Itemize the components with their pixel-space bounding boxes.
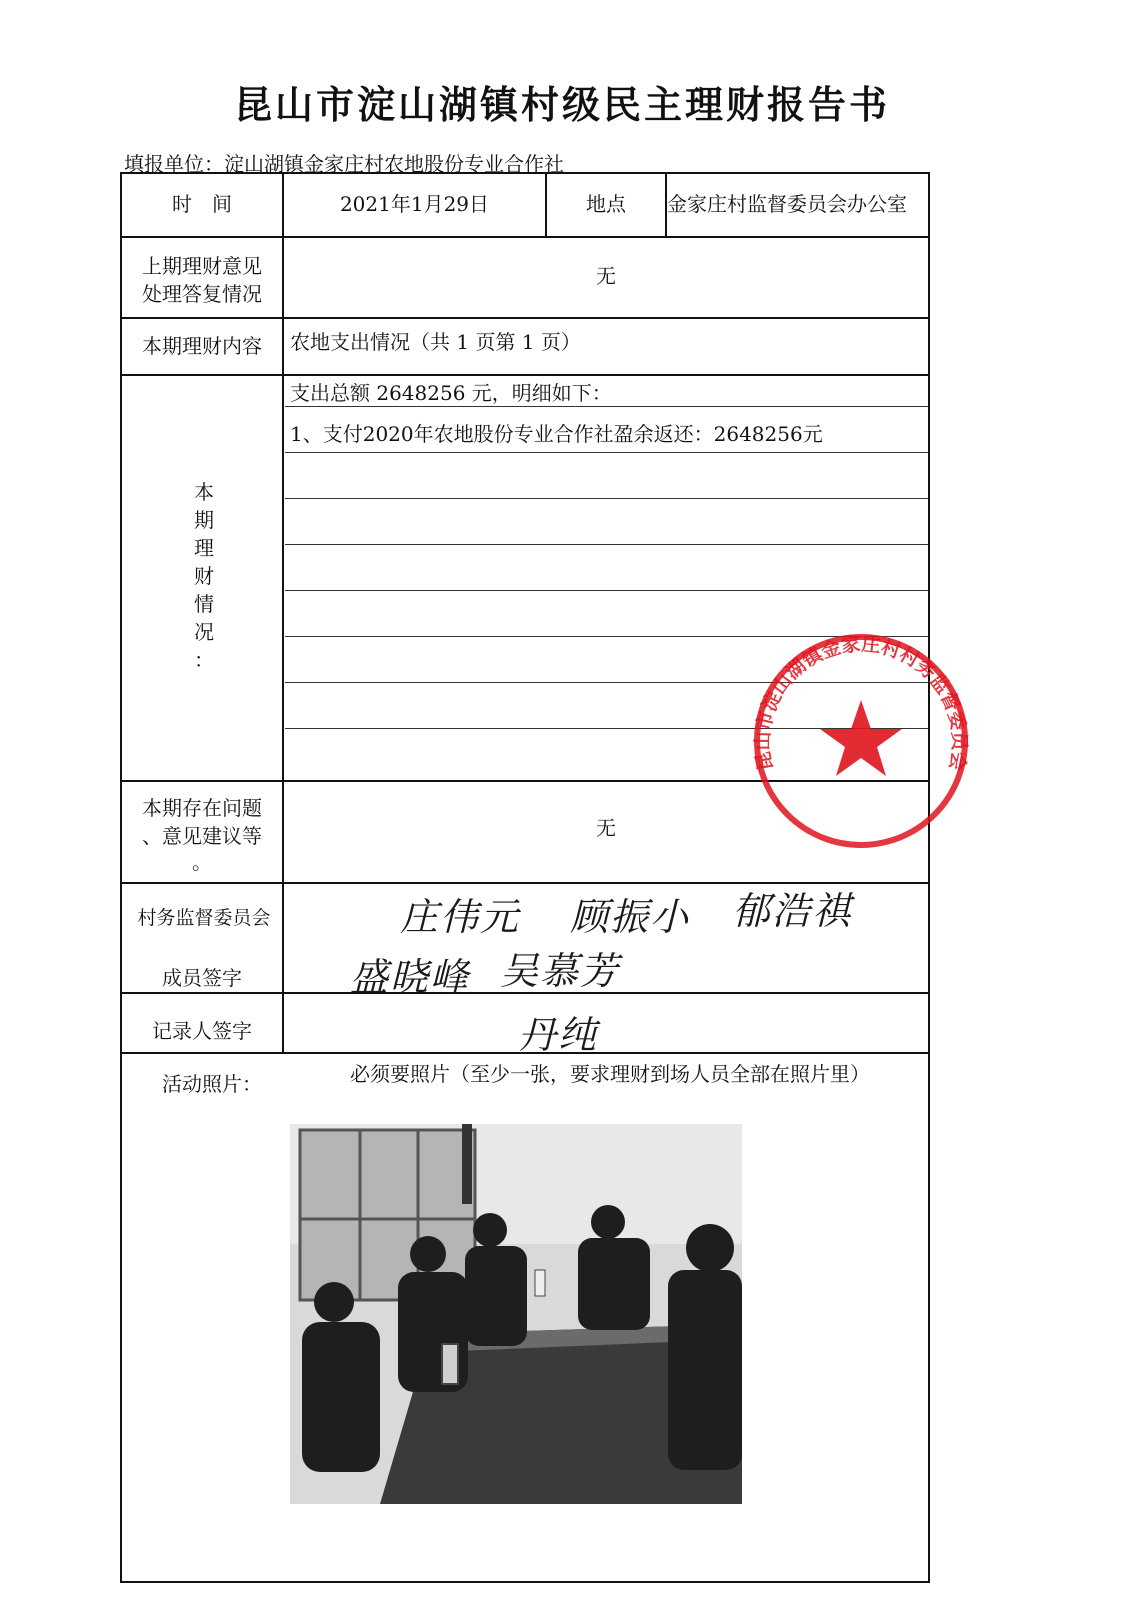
issues-label-line1: 本期存在问题 [142,796,262,820]
content-value: 农地支出情况（共 1 页第 1 页） [290,330,581,354]
details-line-1: 支出总额 2648256 元，明细如下： [290,381,612,405]
filling-unit: 填报单位：淀山湖镇金家庄村农地股份专业合作社 [124,152,564,176]
details-label-char: 期 [194,508,214,532]
meeting-photo-illustration [290,1124,742,1504]
prev-label-line2: 处理答复情况 [142,282,262,306]
committee-signature: 郁浩祺 [732,889,853,933]
issues-label-line3: 。 [192,850,212,874]
row-divider [122,317,928,319]
details-label-char: 理 [194,536,214,560]
photo-label: 活动照片： [162,1072,262,1096]
content-label: 本期理财内容 [142,334,262,358]
prev-value: 无 [596,264,616,288]
detail-line [285,498,928,499]
issues-value: 无 [596,816,616,840]
official-seal [748,628,974,854]
row-divider [122,374,928,376]
photo-note: 必须要照片（至少一张，要求理财到场人员全部在照片里） [350,1062,870,1086]
document-title: 昆山市淀山湖镇村级民主理财报告书 [233,82,890,127]
prev-label-line1: 上期理财意见 [142,254,262,278]
committee-label-line1: 村务监督委员会 [137,907,271,929]
details-label-char: 情 [194,592,214,616]
committee-signature: 盛晓峰 [350,955,471,999]
seal-star-icon [820,700,902,776]
activity-photo [290,1124,742,1504]
details-line-2: 1、支付2020年农地股份专业合作社盈余返还：2648256元 [290,422,823,446]
details-label-char: 况 [194,620,214,644]
committee-signature: 庄伟元 [400,895,521,939]
committee-signature: 顾振小 [570,895,691,939]
row-divider [122,236,928,238]
time-label: 时 间 [172,192,232,216]
place-label: 地点 [586,192,626,216]
detail-line [285,544,928,545]
committee-label-line2: 成员签字 [162,966,242,990]
place-value: 金家庄村监督委员会办公室 [667,192,907,216]
recorder-label: 记录人签字 [152,1019,252,1043]
committee-signature: 吴慕芳 [500,949,621,993]
details-vertical-label [184,478,224,674]
date-value: 2021年1月29日 [339,192,490,216]
detail-line [285,452,928,453]
seal-ring-text: 昆山市淀山湖镇金家庄村村务监督委员会 [751,633,971,773]
details-label-char: 财 [194,564,214,588]
issues-label-line2: 、意见建议等 [142,824,262,848]
details-label-char: ： [194,648,214,672]
recorder-signature: 丹纯 [518,1013,599,1057]
details-label-char: 本 [194,480,214,504]
detail-line [285,590,928,591]
